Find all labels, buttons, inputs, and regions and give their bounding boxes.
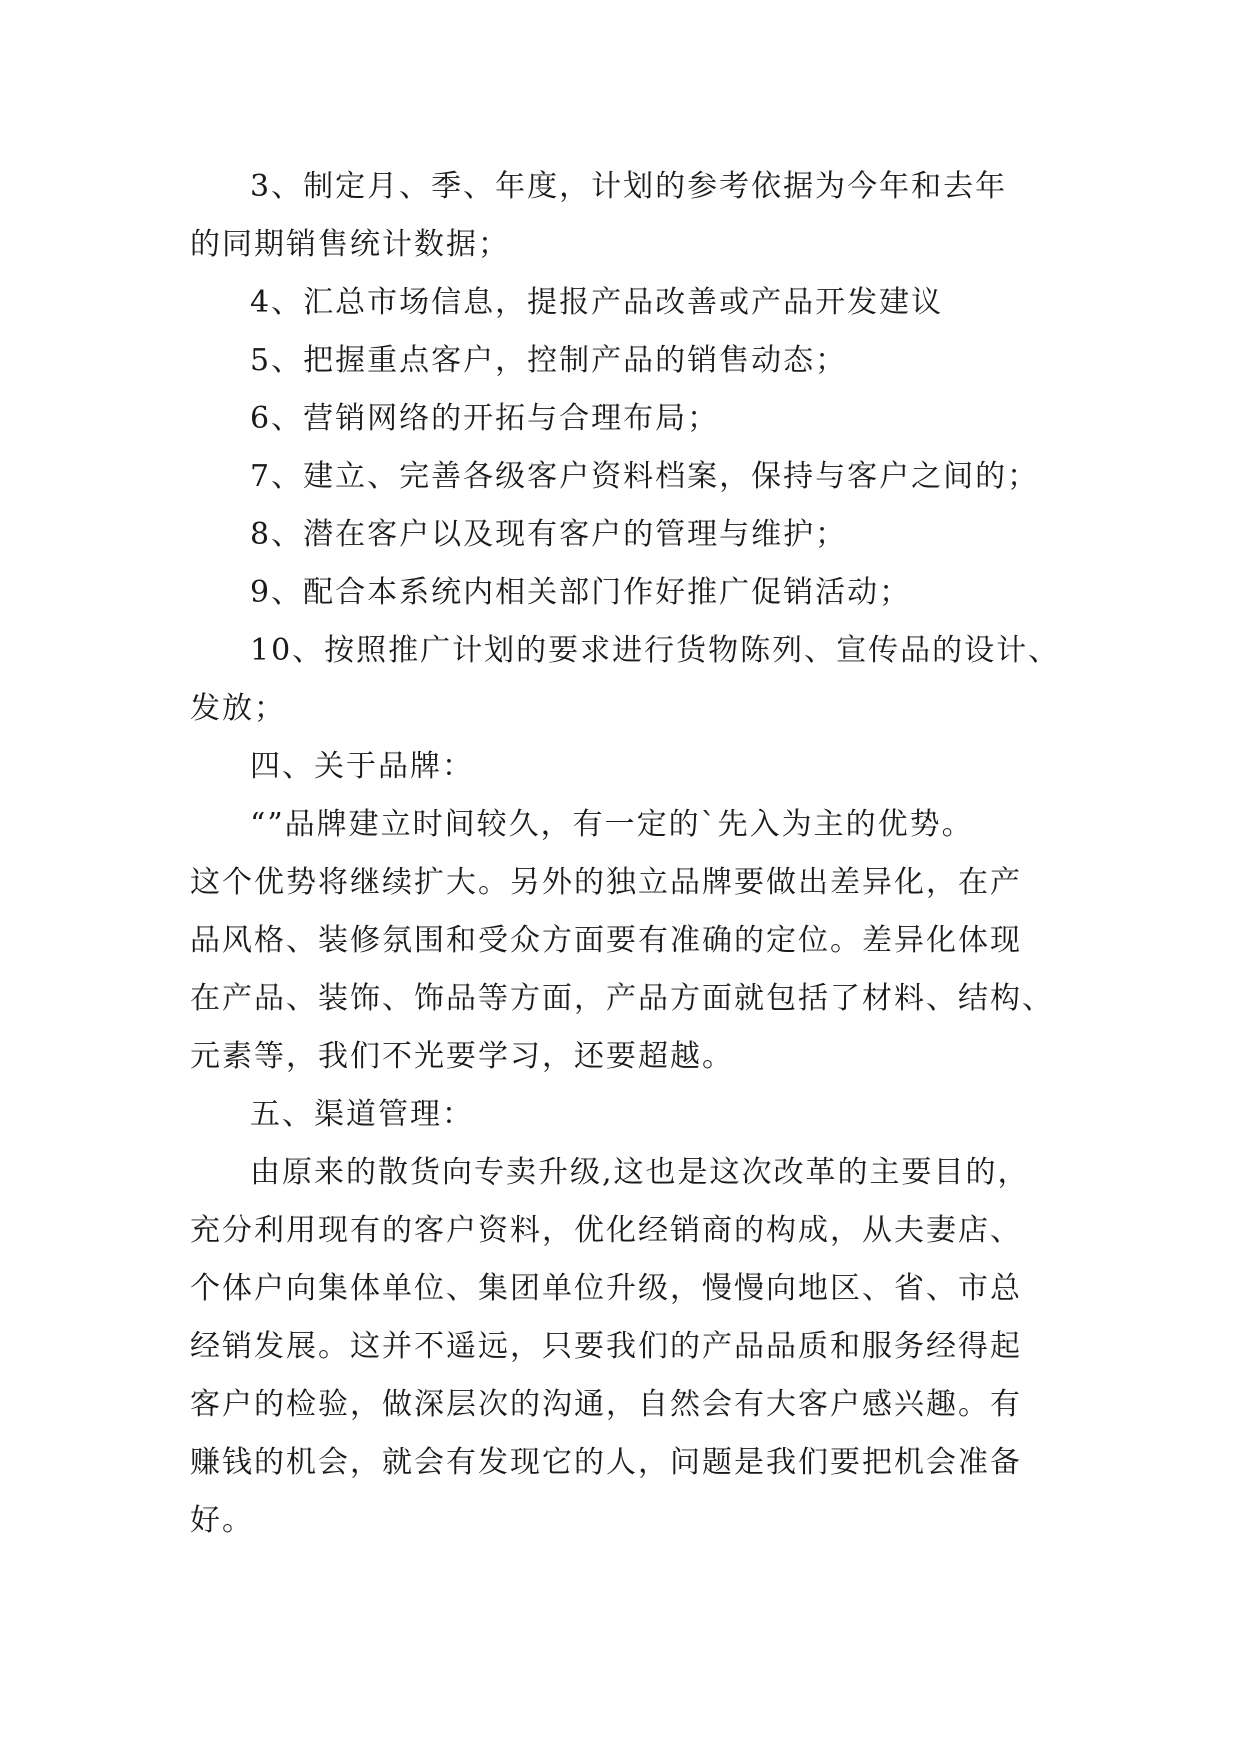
text-line: 在产品、装饰、饰品等方面，产品方面就包括了材料、结构、 xyxy=(190,981,1054,1016)
text-line: 9、配合本系统内相关部门作好推广促销活动； xyxy=(250,575,912,610)
text-line: 个体户向集体单位、集团单位升级，慢慢向地区、省、市总 xyxy=(190,1271,1022,1306)
text-line: 8、潜在客户以及现有客户的管理与维护； xyxy=(250,517,848,552)
document-body xyxy=(190,158,1060,1550)
text-line: 元素等，我们不光要学习，还要超越。 xyxy=(190,1039,734,1074)
text-line: 由原来的散货向专卖升级,这也是这次改革的主要目的， xyxy=(250,1155,1030,1190)
text-line: 品风格、装修氛围和受众方面要有准确的定位。差异化体现 xyxy=(190,923,1022,958)
text-line: 经销发展。这并不遥远，只要我们的产品品质和服务经得起 xyxy=(190,1329,1022,1364)
text-line: 这个优势将继续扩大。另外的独立品牌要做出差异化，在产 xyxy=(190,865,1022,900)
text-line: 7、建立、完善各级客户资料档案，保持与客户之间的； xyxy=(250,459,1040,494)
text-line: 赚钱的机会，就会有发现它的人，问题是我们要把机会准备 xyxy=(190,1445,1022,1480)
text-line: 4、汇总市场信息，提报产品改善或产品开发建议 xyxy=(250,285,944,320)
text-line: 10、按照推广计划的要求进行货物陈列、宣传品的设计、 xyxy=(250,633,1061,668)
text-line: “”品牌建立时间较久，有一定的`先入为主的优势。 xyxy=(250,807,974,842)
text-line: 好。 xyxy=(190,1503,254,1538)
text-line: 3、制定月、季、年度，计划的参考依据为今年和去年 xyxy=(250,169,1008,204)
text-line: 5、把握重点客户，控制产品的销售动态； xyxy=(250,343,848,378)
text-line: 发放； xyxy=(190,691,286,726)
text-line: 的同期销售统计数据； xyxy=(190,227,510,262)
text-line: 客户的检验，做深层次的沟通，自然会有大客户感兴趣。有 xyxy=(190,1387,1022,1422)
section-heading: 四、关于品牌： xyxy=(250,749,474,784)
text-line: 6、营销网络的开拓与合理布局； xyxy=(250,401,720,436)
section-heading: 五、渠道管理： xyxy=(250,1097,474,1132)
text-line: 充分利用现有的客户资料，优化经销商的构成，从夫妻店、 xyxy=(190,1213,1022,1248)
